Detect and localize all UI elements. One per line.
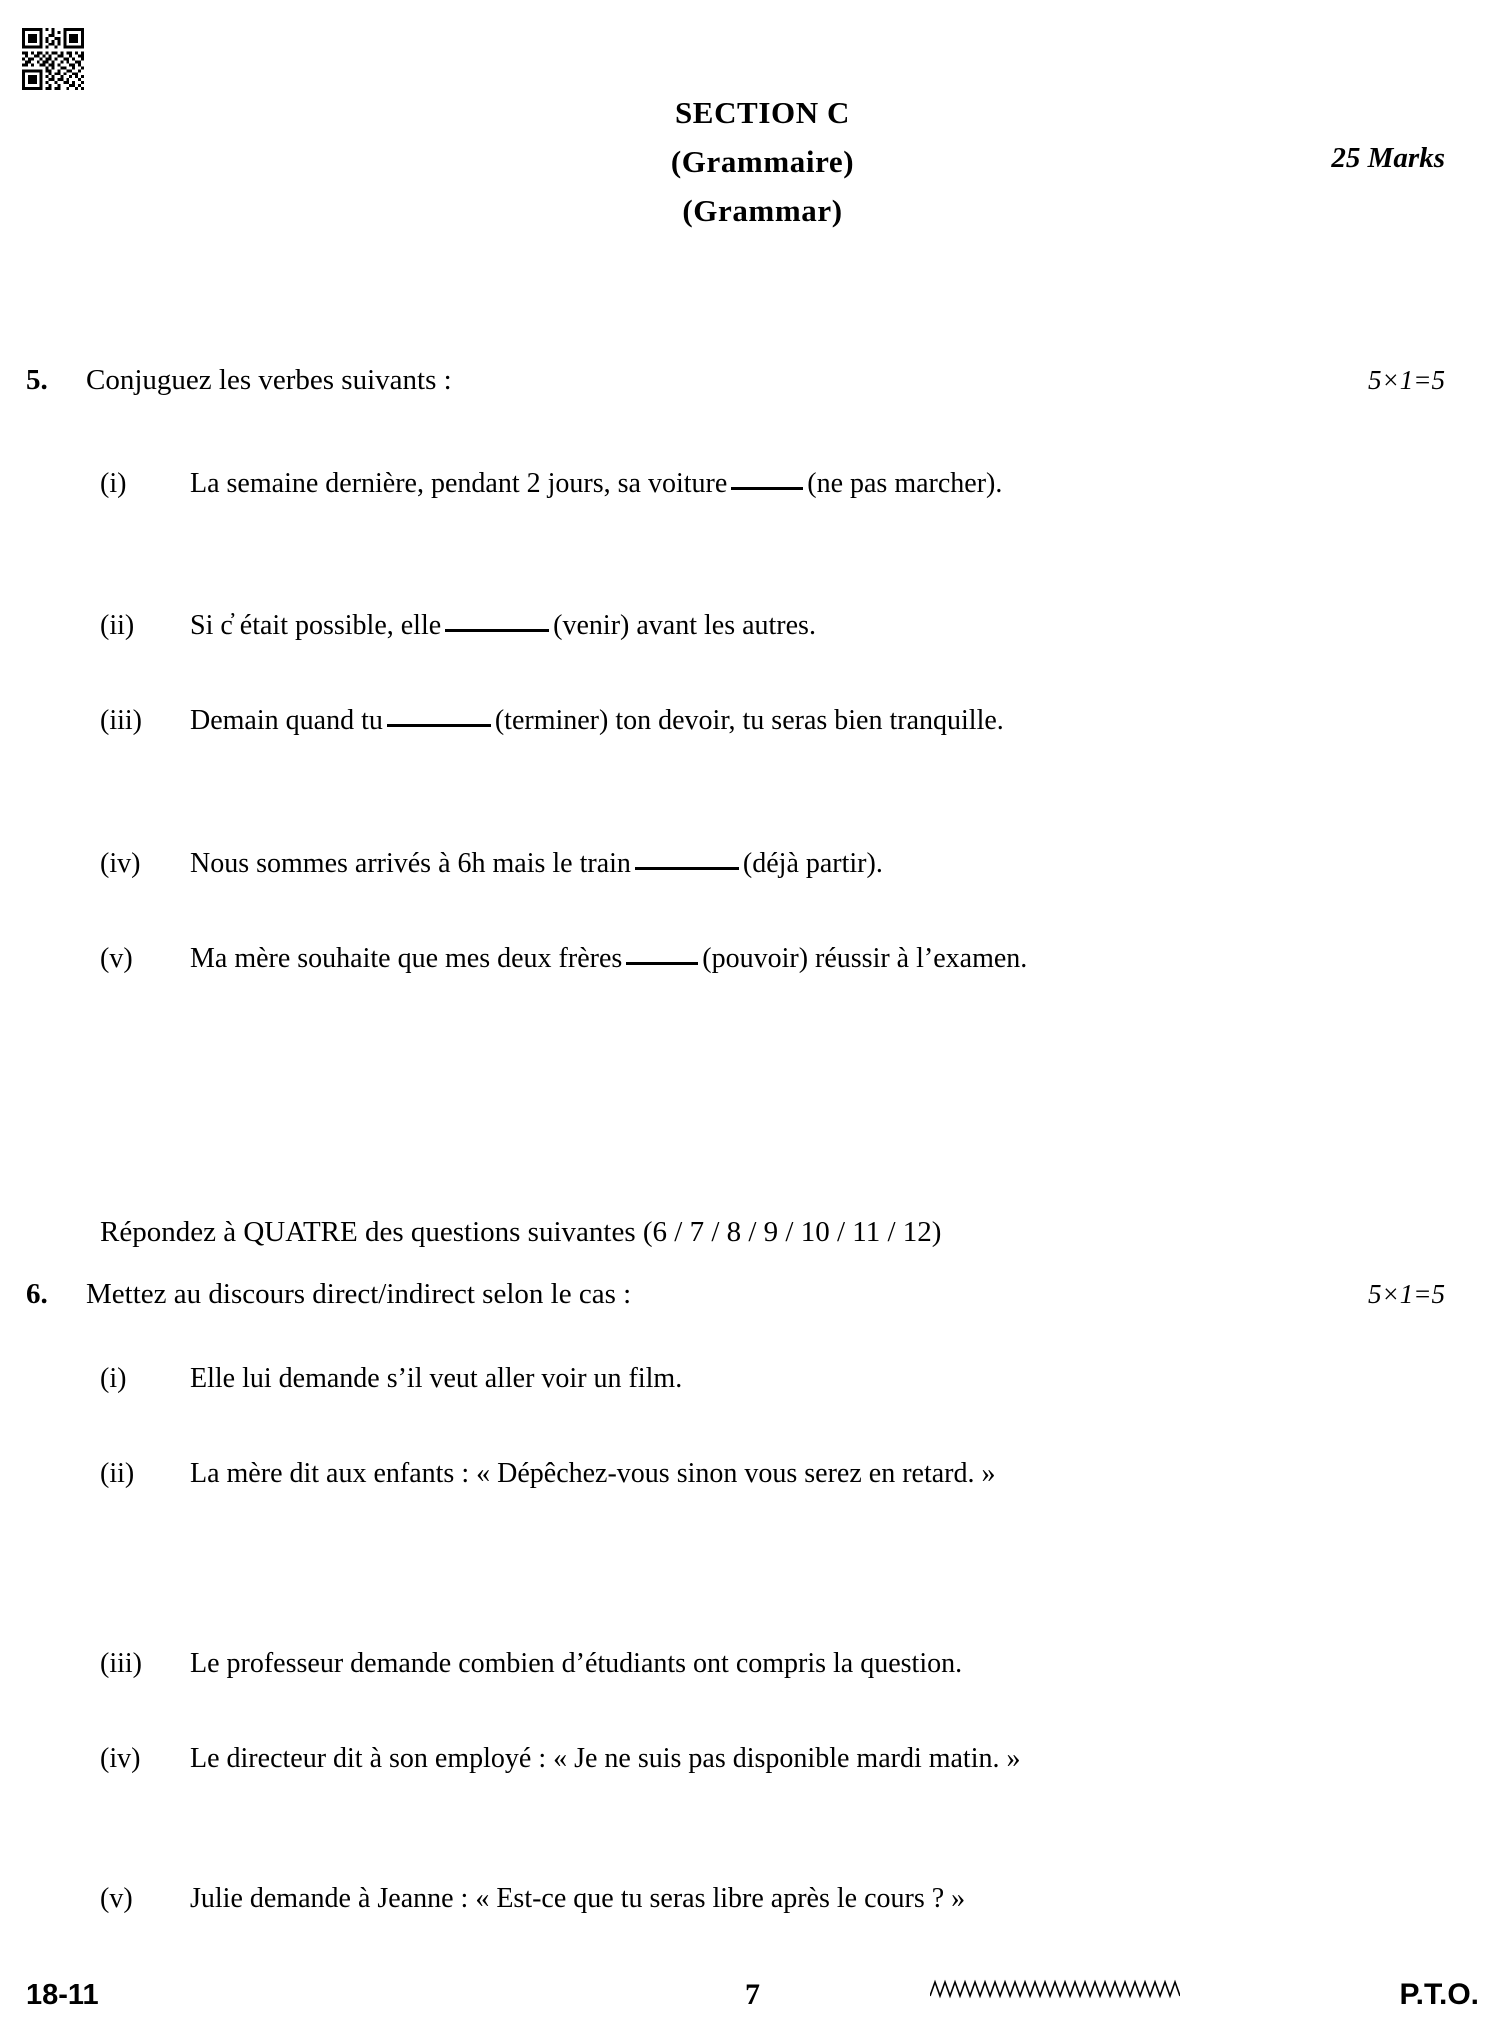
q5-item-iii-after: (terminer) ton devoir, tu seras bien tranquille. [494, 705, 1004, 736]
q6-item-i-label: (i) [100, 1363, 127, 1394]
q5-item-iv-blank[interactable] [635, 867, 739, 870]
q6-item-iii-text: Le professeur demande combien d’étudiants ont compris la question. [190, 1648, 963, 1679]
q6-item-v-label: (v) [100, 1883, 133, 1914]
q5-item-iv [100, 840, 1420, 887]
q6-item-i-text: Elle lui demande s’il veut aller voir un film. [190, 1363, 683, 1394]
q5-item-ii-blank[interactable] [445, 629, 549, 632]
q5-item-ii-before: Si c̓ était possible, elle [190, 610, 442, 641]
q5-item-ii-text [190, 602, 1390, 649]
q5-item-v-blank[interactable] [626, 962, 698, 965]
q5-item-iii-before: Demain quand tu [190, 705, 383, 736]
footer-paper-code: 18-11 [26, 1979, 99, 2011]
q5-item-i [100, 460, 1420, 507]
question-6-marks: 5×1=5 [1368, 1279, 1445, 1309]
q6-item-iii-label: (iii) [100, 1648, 142, 1679]
q5-item-iii-blank[interactable] [387, 724, 491, 727]
q6-item-iii [100, 1640, 1420, 1687]
footer-pto-label: P.T.O. [1399, 1978, 1479, 2011]
q6-item-ii [100, 1450, 1420, 1497]
q5-item-v-after: (pouvoir) réussir à l’examen. [702, 943, 1028, 974]
q5-item-iii [100, 697, 1420, 744]
q5-item-ii-after: (venir) avant les autres. [553, 610, 816, 641]
section-subtitle-en: (Grammar) [682, 193, 843, 228]
question-5-number: 5. [26, 364, 48, 396]
question-5-heading [26, 358, 1206, 402]
q5-item-iv-text [190, 840, 1390, 887]
q6-item-iv-text: Le directeur dit à son employé : « Je ne suis pas disponible mardi matin. » [190, 1743, 1021, 1774]
q5-item-ii [100, 602, 1420, 649]
q5-item-v-text [190, 935, 1400, 982]
q6-item-i [100, 1355, 1420, 1402]
q5-item-iii-label: (iii) [100, 705, 142, 736]
q5-item-iv-before: Nous sommes arrivés à 6h mais le train [190, 848, 631, 879]
question-6-number: 6. [26, 1278, 48, 1310]
q5-item-i-before: La semaine dernière, pendant 2 jours, sa voiture [190, 468, 728, 499]
q6-item-ii-text: La mère dit aux enfants : « Dépêchez-vous sinon vous serez en retard. » [190, 1458, 996, 1489]
question-6-prompt: Mettez au discours direct/indirect selon le cas : [86, 1278, 632, 1310]
q5-item-v [100, 935, 1420, 982]
q5-item-iv-after: (déjà partir). [742, 848, 883, 879]
section-title: SECTION C [674, 95, 851, 130]
q5-item-ii-label: (ii) [100, 610, 135, 641]
q5-item-iii-text [190, 697, 1400, 744]
question-6-heading [26, 1272, 1206, 1316]
answer-four-instruction: Répondez à QUATRE des questions suivantes (6 / 7 / 8 / 9 / 10 / 11 / 12) [100, 1216, 942, 1248]
q5-item-v-before: Ma mère souhaite que mes deux frères [190, 943, 623, 974]
q5-item-i-label: (i) [100, 468, 127, 499]
footer-page-number: 7 [745, 1978, 760, 2011]
q5-item-i-text [190, 460, 1390, 507]
q6-item-iv [100, 1735, 1420, 1782]
q6-item-v [100, 1875, 1440, 1922]
zigzag-divider-icon [930, 1976, 1180, 2002]
question-5-prompt: Conjuguez les verbes suivants : [86, 364, 452, 396]
q5-item-v-label: (v) [100, 943, 133, 974]
qr-code-icon [22, 28, 84, 90]
q6-item-iv-label: (iv) [100, 1743, 141, 1774]
q5-item-i-after: (ne pas marcher). [807, 468, 1003, 499]
q6-item-v-text: Julie demande à Jeanne : « Est-ce que tu seras libre après le cours ? » [190, 1883, 966, 1914]
question-5-marks: 5×1=5 [1368, 365, 1445, 395]
q5-item-i-blank[interactable] [731, 487, 803, 490]
q6-item-ii-label: (ii) [100, 1458, 135, 1489]
section-header [0, 88, 1505, 235]
section-subtitle-fr: (Grammaire) [670, 144, 855, 179]
section-marks: 25 Marks [1331, 142, 1445, 174]
q5-item-iv-label: (iv) [100, 848, 141, 879]
